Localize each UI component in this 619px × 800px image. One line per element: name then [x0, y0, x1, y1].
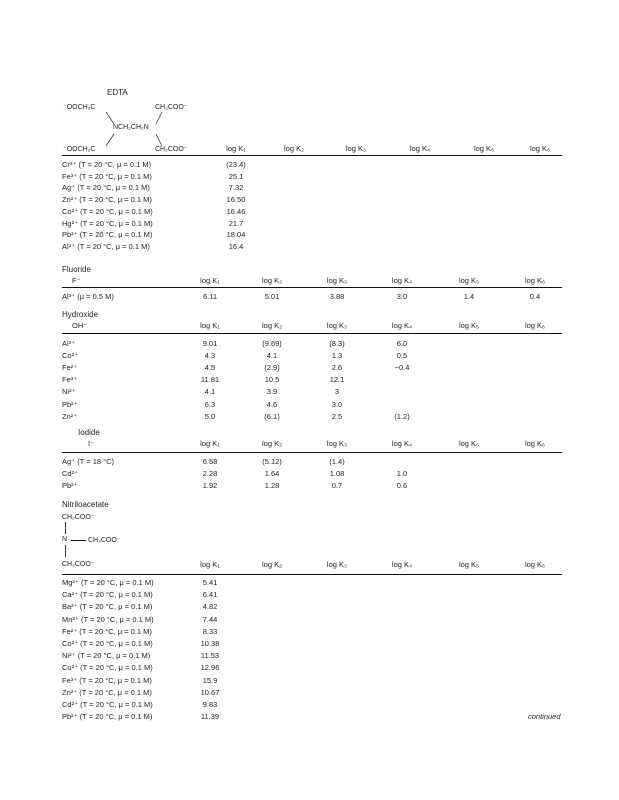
column-header: log K₄ [391, 276, 413, 285]
row-label: Mg²⁺ (T = 20 °C, μ = 0.1 M) [62, 578, 154, 587]
cell-value: 4.3 [204, 351, 216, 361]
cell-value: 4.82 [202, 602, 218, 612]
cell-value: 11.39 [200, 712, 220, 722]
column-header: log K₆ [524, 321, 546, 330]
column-header: log K₂ [261, 439, 283, 448]
cell-value: 16.4 [228, 241, 244, 251]
cell-value: 10.5 [264, 375, 280, 385]
column-header: log K₃ [326, 560, 348, 569]
row-label: Zn²⁺ (T = 20 °C, μ = 0.1 M) [62, 687, 152, 697]
cell-value: 1.0 [396, 469, 408, 479]
cell-value: (23.4) [226, 160, 246, 169]
column-header: log K₆ [529, 144, 551, 153]
column-header: log K₆ [524, 439, 546, 448]
cell-value: 4.1 [266, 351, 278, 361]
cell-value: 3.88 [329, 292, 345, 301]
nta-structure-group: CH₂COO⁻ [62, 514, 95, 521]
row-label: Ag⁺ (T = 18 °C) [62, 457, 115, 466]
row-label: Co²⁺ (T = 20 °C, μ = 0.1 M) [62, 206, 153, 216]
column-header: log K₅ [458, 560, 480, 569]
column-header: log K₁ [200, 439, 220, 448]
row-label: Co²⁺ [62, 351, 79, 361]
column-header: log K₂ [261, 321, 283, 330]
cell-value: 6.11 [202, 292, 218, 301]
cell-value: 25.1 [228, 171, 244, 181]
row-label: Cu²⁺ (T = 20 °C, μ = 0.1 M) [62, 663, 153, 673]
cell-value: 7.44 [202, 614, 218, 624]
table-rule [62, 155, 562, 156]
cell-value: 21.7 [228, 218, 244, 228]
cell-value: 1.3 [331, 351, 343, 361]
cell-value: 3.0 [396, 292, 408, 301]
cell-value: 1.08 [329, 469, 345, 479]
row-label: Hg²⁺ (T = 20 °C, μ = 0.1 M) [62, 218, 153, 228]
nta-structure-n: N [62, 536, 68, 543]
cell-value: 0.5 [396, 351, 408, 361]
cell-value: 5.01 [264, 292, 280, 301]
column-header: log K₄ [409, 144, 431, 153]
cell-value: 10.38 [200, 639, 220, 648]
continued-note: continued [528, 712, 561, 721]
cell-value: 9.01 [202, 339, 218, 348]
cell-value: 1.92 [202, 481, 218, 491]
row-label: Fe³⁺ (T = 20 °C, μ = 0.1 M) [62, 171, 152, 181]
nta-bond [71, 540, 86, 541]
cell-value: 11.53 [200, 651, 220, 661]
cell-value: 0.4 [529, 292, 541, 301]
cell-value: 6.0 [396, 339, 408, 348]
ligand-formula: F⁻ [72, 276, 81, 285]
row-label: Cd²⁺ (T = 20 °C, μ = 0.1 M) [62, 700, 153, 709]
column-header: log K₄ [391, 321, 413, 330]
cell-value: 1.64 [264, 469, 280, 479]
table-rule [62, 452, 562, 453]
cell-value: 8.33 [202, 626, 218, 636]
cell-value: 7.32 [228, 183, 244, 193]
row-label: Mn²⁺ (T = 20 °C, μ = 0.1 M) [62, 614, 154, 624]
cell-value: 16.46 [226, 206, 246, 216]
cell-value: 3 [334, 387, 340, 397]
cell-value: (2.9) [264, 363, 280, 373]
cell-value: (6.1) [264, 411, 280, 421]
column-header: log K₃ [326, 321, 348, 330]
cell-value: 5.41 [202, 578, 218, 587]
cell-value: 6.3 [204, 399, 216, 409]
nta-structure-group: CH₂COO⁻ [62, 561, 95, 568]
cell-value: 0.7 [331, 481, 343, 491]
column-header: log K₁ [200, 321, 220, 330]
cell-value: 2.5 [331, 411, 343, 421]
cell-value: 18.04 [226, 230, 246, 240]
ligand-formula: OH⁻ [72, 321, 88, 330]
row-label: Cr³⁺ (T = 20 °C, μ = 0.1 M) [62, 160, 152, 169]
table-rule [62, 333, 562, 334]
cell-value: 6.58 [202, 457, 218, 466]
row-label: Pb²⁺ (T = 20 °C, μ = 0.1 M) [62, 712, 153, 722]
column-header: log K₁ [226, 144, 246, 153]
cell-value: 4.5 [204, 363, 216, 373]
nta-bond [65, 522, 66, 534]
cell-value: 10.67 [200, 687, 220, 697]
column-header: log K₄ [391, 439, 413, 448]
edta-structure-bonds [100, 110, 180, 150]
section-title-iodide: Iodide [78, 428, 100, 437]
column-header: log K₆ [524, 276, 546, 285]
row-label: Ni²⁺ [62, 387, 76, 397]
cell-value: 15.9 [202, 675, 218, 685]
column-header: log K₅ [458, 321, 480, 330]
cell-value: −0.4 [394, 363, 410, 373]
row-label: Al³⁺ (T = 20 °C, μ = 0.1 M) [62, 241, 150, 251]
cell-value: 11.81 [200, 375, 220, 385]
cell-value: 1.28 [264, 481, 280, 491]
row-label: Co²⁺ (T = 20 °C, μ = 0.1 M) [62, 639, 153, 648]
cell-value: 3.0 [331, 399, 343, 409]
cell-value: 12.96 [200, 663, 220, 673]
section-title-edta: EDTA [107, 88, 128, 97]
column-header: log K₃ [345, 144, 367, 153]
column-header: log K₂ [283, 144, 305, 153]
cell-value: 2.6 [331, 363, 343, 373]
row-label: Ba²⁺ (T = 20 °C, μ = 0.1 M) [62, 602, 153, 612]
cell-value: 4.6 [266, 399, 278, 409]
row-label: Ca²⁺ (T = 20 °C, μ = 0.1 M) [62, 590, 153, 600]
section-title-fluoride: Fluoride [62, 265, 91, 274]
edta-structure-group: CH₂COO⁻ [155, 104, 188, 111]
row-label: Fe³⁺ [62, 375, 78, 385]
cell-value: (9.69) [262, 339, 282, 348]
row-label: Fe²⁺ (T = 20 °C, μ = 0.1 M) [62, 626, 152, 636]
column-header: log K₁ [200, 560, 220, 569]
row-label: Al³⁺ (μ = 0.5 M) [62, 292, 114, 301]
nta-structure-group: CH₂COO⁻ [88, 537, 121, 544]
column-header: log K₂ [261, 276, 283, 285]
row-label: Zn²⁺ [62, 411, 78, 421]
row-label: Cd²⁺ [62, 469, 79, 479]
row-label: Fe³⁺ (T = 20 °C, μ = 0.1 M) [62, 675, 152, 685]
column-header: log K₄ [391, 560, 413, 569]
row-label: Ni²⁺ (T = 20 °C, μ = 0.1 M) [62, 651, 151, 661]
row-label: Pb²⁺ [62, 481, 78, 491]
cell-value: 2.28 [202, 469, 218, 479]
row-label: Pb²⁺ (T = 20 °C, μ = 0.1 M) [62, 230, 153, 240]
cell-value: 0.6 [396, 481, 408, 491]
column-header: log K₃ [326, 439, 348, 448]
cell-value: 6.41 [202, 590, 218, 600]
cell-value: (8.3) [329, 339, 345, 348]
column-header: log K₅ [458, 439, 480, 448]
cell-value: 4.1 [204, 387, 216, 397]
edta-structure-group: CH₂COO⁻ [155, 146, 188, 153]
section-title-nitriloacetate: Nitriloacetate [62, 500, 109, 509]
row-label: Fe²⁺ [62, 363, 78, 373]
cell-value: 5.0 [204, 411, 216, 421]
column-header: log K₁ [200, 276, 220, 285]
cell-value: (1.2) [394, 411, 410, 421]
row-label: Zn²⁺ (T = 20 °C, μ = 0.1 M) [62, 195, 152, 205]
nta-bond [65, 545, 66, 557]
column-header: log K₅ [458, 276, 480, 285]
column-header: log K₃ [326, 276, 348, 285]
column-header: log K₅ [473, 144, 495, 153]
row-label: Ag⁺ (T = 20 °C, μ = 0.1 M) [62, 183, 150, 193]
column-header: log K₆ [524, 560, 546, 569]
ligand-formula: I⁻ [88, 439, 95, 448]
section-title-hydroxide: Hydroxide [62, 310, 99, 319]
cell-value: (1.4) [329, 457, 345, 466]
cell-value: 12.1 [329, 375, 345, 385]
edta-structure-backbone: NCH₂CH₂N [113, 124, 149, 131]
row-label: Pb²⁺ [62, 399, 78, 409]
edta-structure-group: ⁻OOCH₂C [63, 146, 96, 153]
cell-value: 1.4 [463, 292, 475, 301]
cell-value: 16.50 [226, 195, 246, 205]
cell-value: (5.12) [262, 457, 282, 466]
table-rule [62, 287, 562, 288]
cell-value: 3.9 [266, 387, 278, 397]
edta-structure-group: ⁻OOCH₂C [63, 104, 96, 111]
column-header: log K₂ [261, 560, 283, 569]
row-label: Al³⁺ [62, 339, 76, 348]
table-rule [62, 574, 562, 575]
cell-value: 9.83 [202, 700, 218, 709]
